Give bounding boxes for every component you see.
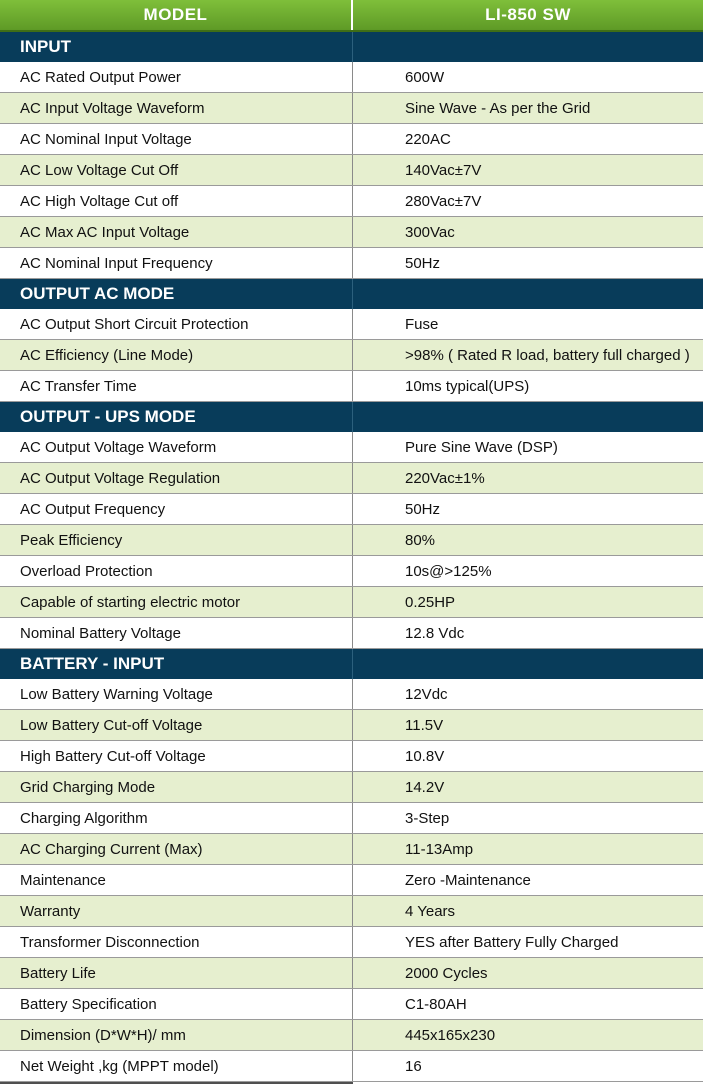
table-row xyxy=(0,556,703,587)
spec-label: AC Output Frequency xyxy=(0,494,353,524)
spec-value: 10ms typical(UPS) xyxy=(405,377,530,395)
table-row xyxy=(0,309,703,340)
section-header xyxy=(0,32,703,62)
spec-value: Pure Sine Wave (DSP) xyxy=(405,438,558,456)
table-row xyxy=(0,865,703,896)
table-header xyxy=(0,0,703,32)
table-row xyxy=(0,772,703,803)
spec-value: 300Vac xyxy=(405,223,455,241)
section-divider xyxy=(352,32,353,62)
spec-label: AC Transfer Time xyxy=(0,371,353,401)
spec-value: 14.2V xyxy=(405,778,445,796)
spec-label: AC Nominal Input Voltage xyxy=(0,124,353,154)
table-row xyxy=(0,525,703,556)
table-row xyxy=(0,155,703,186)
spec-label: Battery Specification xyxy=(0,989,353,1019)
table-row xyxy=(0,896,703,927)
spec-label: Overload Protection xyxy=(0,556,353,586)
table-row xyxy=(0,989,703,1020)
table-row xyxy=(0,834,703,865)
table-row xyxy=(0,679,703,710)
spec-label: High Battery Cut-off Voltage xyxy=(0,741,353,771)
section-title: OUTPUT AC MODE xyxy=(20,284,175,303)
spec-label: Charging Algorithm xyxy=(0,803,353,833)
spec-label: Nominal Battery Voltage xyxy=(0,618,353,648)
spec-sections xyxy=(0,32,703,1082)
section-header xyxy=(0,402,703,432)
spec-label: AC Low Voltage Cut Off xyxy=(0,155,353,185)
spec-label: Maintenance xyxy=(0,865,353,895)
spec-value: Zero -Maintenance xyxy=(405,871,531,889)
spec-label: AC Input Voltage Waveform xyxy=(0,93,353,123)
spec-value: 16 xyxy=(405,1057,422,1075)
spec-label: AC Output Voltage Regulation xyxy=(0,463,353,493)
spec-value: 10.8V xyxy=(405,747,445,765)
spec-value: 2000 Cycles xyxy=(405,964,488,982)
spec-value: 3-Step xyxy=(405,809,450,827)
header-model-label: MODEL xyxy=(0,0,353,30)
spec-value: 280Vac±7V xyxy=(405,192,482,210)
spec-value: Sine Wave - As per the Grid xyxy=(405,99,591,117)
table-row xyxy=(0,587,703,618)
spec-label: AC Rated Output Power xyxy=(0,62,353,92)
section-divider xyxy=(352,279,353,309)
spec-label: Net Weight ,kg (MPPT model) xyxy=(0,1051,353,1081)
table-row xyxy=(0,340,703,371)
spec-value: 4 Years xyxy=(405,902,456,920)
spec-value: 80% xyxy=(405,531,436,549)
table-row xyxy=(0,186,703,217)
section-divider xyxy=(352,649,353,679)
spec-label: AC Nominal Input Frequency xyxy=(0,248,353,278)
table-row xyxy=(0,803,703,834)
spec-label: AC Output Short Circuit Protection xyxy=(0,309,353,339)
spec-value: 220AC xyxy=(405,130,451,148)
spec-value: 12Vdc xyxy=(405,685,448,703)
spec-label: Low Battery Cut-off Voltage xyxy=(0,710,353,740)
spec-value: YES after Battery Fully Charged xyxy=(405,933,619,951)
spec-label: Grid Charging Mode xyxy=(0,772,353,802)
spec-label: AC Output Voltage Waveform xyxy=(0,432,353,462)
spec-value: Fuse xyxy=(405,315,439,333)
section-title: BATTERY - INPUT xyxy=(20,654,165,673)
table-row xyxy=(0,618,703,649)
spec-label: Warranty xyxy=(0,896,353,926)
spec-label: Peak Efficiency xyxy=(0,525,353,555)
spec-label: AC Charging Current (Max) xyxy=(0,834,353,864)
table-row xyxy=(0,463,703,494)
table-row xyxy=(0,741,703,772)
spec-value: 140Vac±7V xyxy=(405,161,482,179)
spec-value: 445x165x230 xyxy=(405,1026,496,1044)
table-row xyxy=(0,494,703,525)
section-divider xyxy=(352,402,353,432)
spec-label: Capable of starting electric motor xyxy=(0,587,353,617)
spec-label: Battery Life xyxy=(0,958,353,988)
table-row xyxy=(0,371,703,402)
spec-label: Transformer Disconnection xyxy=(0,927,353,957)
spec-label: Low Battery Warning Voltage xyxy=(0,679,353,709)
section-header xyxy=(0,649,703,679)
spec-value: 0.25HP xyxy=(405,593,456,611)
table-row xyxy=(0,62,703,93)
table-row xyxy=(0,248,703,279)
table-row xyxy=(0,710,703,741)
table-row xyxy=(0,93,703,124)
table-row xyxy=(0,927,703,958)
spec-label: AC High Voltage Cut off xyxy=(0,186,353,216)
spec-value: 11-13Amp xyxy=(405,840,474,858)
spec-value: 600W xyxy=(405,68,445,86)
section-header xyxy=(0,279,703,309)
spec-label: Dimension (D*W*H)/ mm xyxy=(0,1020,353,1050)
spec-value: 50Hz xyxy=(405,500,441,518)
spec-value: 11.5V xyxy=(405,716,444,734)
spec-value: 220Vac±1% xyxy=(405,469,485,487)
spec-value: 10s@>125% xyxy=(405,562,492,580)
spec-label: AC Max AC Input Voltage xyxy=(0,217,353,247)
spec-value: C1-80AH xyxy=(405,995,467,1013)
spec-label: AC Efficiency (Line Mode) xyxy=(0,340,353,370)
spec-value: 50Hz xyxy=(405,254,441,272)
section-title: INPUT xyxy=(20,37,71,56)
spec-value: 12.8 Vdc xyxy=(405,624,465,642)
header-model-value: LI-850 SW xyxy=(485,5,571,24)
table-row xyxy=(0,124,703,155)
section-title: OUTPUT - UPS MODE xyxy=(20,407,196,426)
table-row xyxy=(0,1020,703,1051)
table-row xyxy=(0,1051,703,1082)
table-row xyxy=(0,217,703,248)
table-row xyxy=(0,958,703,989)
table-row xyxy=(0,432,703,463)
spec-value: >98% ( Rated R load, battery full charged ) xyxy=(405,346,690,364)
